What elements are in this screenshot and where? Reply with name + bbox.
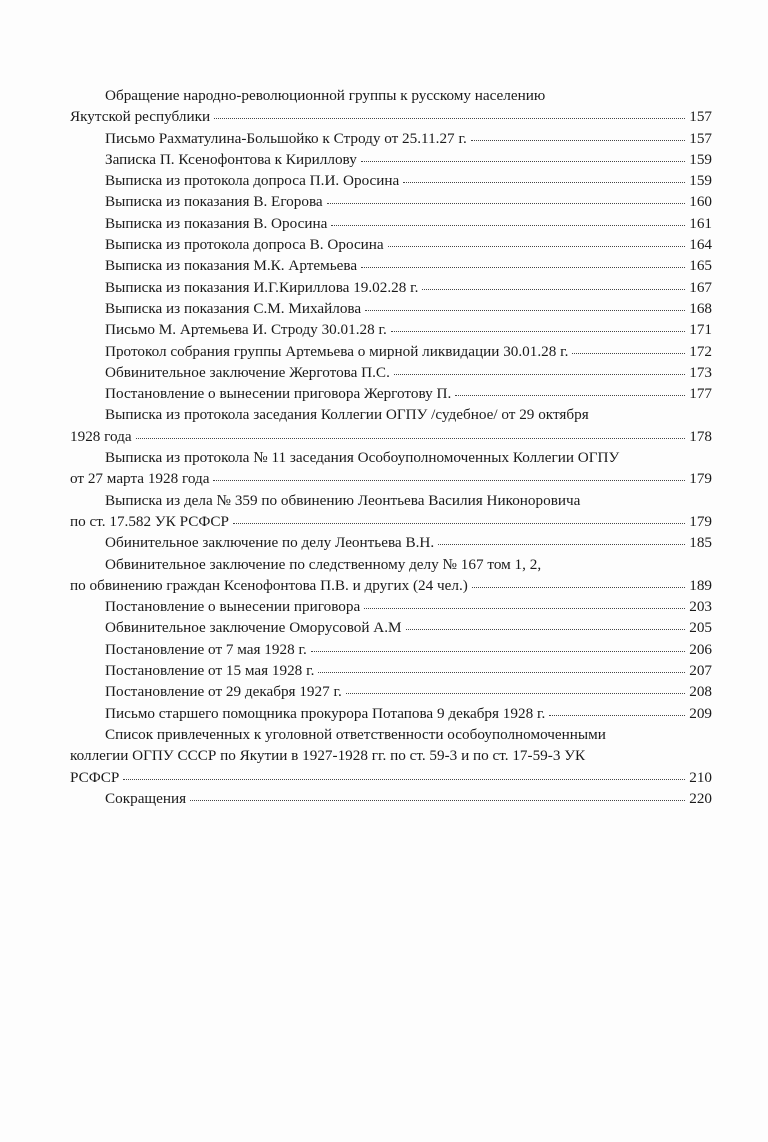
toc-entry-title: Обинительное заключение по делу Леонтьева В.Н.	[105, 534, 435, 552]
dot-leader	[422, 289, 685, 290]
toc-page-number: 165	[689, 257, 712, 275]
toc-entry-title: Письмо М. Артемьева И. Строду 30.01.28 г.	[105, 321, 387, 339]
toc-entry-title: Сокращения	[105, 789, 187, 807]
dot-leader	[213, 480, 685, 481]
toc-line	[70, 724, 712, 745]
toc-entry	[70, 319, 712, 340]
toc-entry	[70, 255, 712, 276]
toc-line	[70, 745, 712, 766]
dot-leader	[327, 203, 686, 204]
toc-entry-title: Обращение народно-революционной группы к русскому населению	[105, 87, 546, 104]
toc-line	[70, 681, 712, 702]
toc-entry-title: Выписка из протокола заседания Коллегии ОГПУ /судебное/ от 29 октября	[105, 406, 589, 424]
toc-page-number: 220	[689, 789, 712, 807]
toc-page-number: 172	[689, 342, 712, 360]
toc-line	[70, 383, 712, 404]
toc-page-number: 205	[689, 619, 712, 637]
toc-entry-title: коллегии ОГПУ СССР по Якутии в 1927-1928 гг. по ст. 59-3 и по ст. 17-59-3 УК	[70, 747, 586, 765]
toc-entry-title: Письмо Рахматулина-Большойко к Строду от 25.11.27 г.	[105, 129, 467, 147]
dot-leader	[438, 544, 685, 545]
toc-line	[70, 341, 712, 362]
dot-leader	[190, 800, 685, 801]
toc-entry-title: Список привлеченных к уголовной ответственности особоуполномоченными	[105, 725, 606, 743]
toc-entry	[70, 404, 712, 447]
toc-line	[70, 298, 712, 319]
toc-line	[70, 277, 712, 298]
toc-entry	[70, 660, 712, 681]
toc-page-number: 173	[689, 363, 712, 381]
toc-line	[70, 255, 712, 276]
toc-entry	[70, 191, 712, 212]
toc-entry-title: 1928 года	[70, 427, 132, 445]
toc-page-number: 159	[689, 150, 712, 168]
toc-entry-title: РСФСР	[70, 768, 120, 786]
toc-entry	[70, 85, 712, 128]
toc-page-number: 185	[689, 534, 712, 552]
toc-line	[70, 404, 712, 425]
dot-leader	[549, 715, 685, 716]
toc-page-number: 161	[689, 214, 712, 232]
toc-entry	[70, 490, 712, 533]
toc-entry-title: по ст. 17.582 УК РСФСР	[70, 512, 229, 530]
toc-entry-title: Выписка из показания С.М. Михайлова	[105, 299, 362, 317]
toc-line	[70, 106, 712, 127]
dot-leader	[365, 310, 685, 311]
dot-leader	[391, 331, 685, 332]
toc-entry	[70, 170, 712, 191]
toc-entry	[70, 639, 712, 660]
toc-page-number: 209	[689, 704, 712, 722]
dot-leader	[214, 118, 685, 119]
dot-leader	[406, 629, 686, 630]
dot-leader	[472, 587, 685, 588]
dot-leader	[346, 693, 685, 694]
dot-leader	[394, 374, 685, 375]
toc-line	[70, 447, 712, 468]
toc-entry	[70, 617, 712, 638]
dot-leader	[388, 246, 686, 247]
toc-page-number: 164	[689, 236, 712, 254]
dot-leader	[318, 672, 685, 673]
toc-entry-title: от 27 марта 1928 года	[70, 470, 210, 488]
toc-line	[70, 234, 712, 255]
toc-entry-title: Обвинительное заключение по следственному делу № 167 том 1, 2,	[105, 555, 542, 573]
toc-line	[70, 660, 712, 681]
toc-line	[70, 554, 712, 575]
toc-entry-title: Якутской республики	[70, 108, 211, 126]
toc-line	[70, 617, 712, 638]
toc-line	[70, 490, 712, 511]
toc-entry-title: Постановление от 29 декабря 1927 г.	[105, 683, 342, 701]
table-of-contents	[70, 85, 712, 809]
toc-page-number: 208	[689, 683, 712, 701]
toc-entry	[70, 234, 712, 255]
toc-line	[70, 170, 712, 191]
toc-line	[70, 575, 712, 596]
toc-entry	[70, 703, 712, 724]
toc-entry	[70, 788, 712, 809]
dot-leader	[471, 140, 685, 141]
toc-line	[70, 213, 712, 234]
dot-leader	[123, 779, 685, 780]
toc-line	[70, 149, 712, 170]
toc-entry	[70, 532, 712, 553]
toc-line	[70, 362, 712, 383]
toc-page-number: 207	[689, 662, 712, 680]
toc-page-number: 171	[689, 321, 712, 339]
toc-entry-title: Выписка из показания И.Г.Кириллова 19.02.28 г.	[105, 278, 419, 296]
toc-line	[70, 191, 712, 212]
toc-entry-title: Обвинительное заключение Оморусовой А.М	[105, 619, 402, 637]
toc-line	[70, 596, 712, 617]
toc-entry-title: Обвинительное заключение Жерготова П.С.	[105, 363, 390, 381]
toc-line	[70, 468, 712, 489]
dot-leader	[331, 225, 685, 226]
toc-entry-title: по обвинению граждан Ксенофонтова П.В. и других (24 чел.)	[70, 576, 468, 594]
dot-leader	[136, 438, 686, 439]
toc-page-number: 177	[689, 385, 712, 403]
toc-entry	[70, 277, 712, 298]
toc-entry	[70, 681, 712, 702]
toc-entry	[70, 362, 712, 383]
toc-entry-title: Выписка из протокола допроса В. Оросина	[105, 236, 384, 254]
toc-line	[70, 639, 712, 660]
toc-entry-title: Записка П. Ксенофонтова к Кириллову	[105, 150, 357, 168]
toc-entry-title: Письмо старшего помощника прокурора Потапова 9 декабря 1928 г.	[105, 704, 546, 722]
toc-page-number: 157	[689, 129, 712, 147]
toc-page-number: 179	[689, 470, 712, 488]
toc-page-number: 168	[689, 299, 712, 317]
toc-line	[70, 426, 712, 447]
toc-page-number: 210	[689, 768, 712, 786]
dot-leader	[403, 182, 685, 183]
dot-leader	[361, 161, 685, 162]
toc-line	[70, 532, 712, 553]
toc-entry-title: Постановление о вынесении приговора	[105, 598, 361, 616]
dot-leader	[572, 353, 685, 354]
toc-entry-title: Выписка из показания В. Оросина	[105, 214, 328, 232]
toc-line	[70, 319, 712, 340]
dot-leader	[361, 267, 685, 268]
toc-page-number: 160	[689, 193, 712, 211]
toc-line	[70, 703, 712, 724]
toc-entry-title: Постановление о вынесении приговора Жерготову П.	[105, 385, 452, 403]
toc-page-number: 206	[689, 640, 712, 658]
toc-page-number: 167	[689, 278, 712, 296]
toc-entry	[70, 447, 712, 490]
toc-entry	[70, 596, 712, 617]
toc-entry	[70, 213, 712, 234]
toc-page-number: 179	[689, 512, 712, 530]
toc-entry-title: Постановление от 7 мая 1928 г.	[105, 640, 307, 658]
toc-entry	[70, 341, 712, 362]
toc-entry	[70, 383, 712, 404]
toc-entry-title: Выписка из протокола № 11 заседания Особоуполномоченных Коллегии ОГПУ	[105, 449, 620, 467]
toc-page-number: 189	[689, 576, 712, 594]
toc-entry	[70, 149, 712, 170]
dot-leader	[311, 651, 685, 652]
dot-leader	[233, 523, 685, 524]
toc-entry-title: Выписка из показания В. Егорова	[105, 193, 323, 211]
toc-line	[70, 128, 712, 149]
toc-entry	[70, 128, 712, 149]
toc-entry-title: Постановление от 15 мая 1928 г.	[105, 662, 315, 680]
toc-line	[70, 511, 712, 532]
toc-entry	[70, 724, 712, 788]
toc-entry-title: Выписка из показания М.К. Артемьева	[105, 257, 358, 275]
toc-entry	[70, 298, 712, 319]
toc-page-number: 203	[689, 598, 712, 616]
toc-page-number: 159	[689, 172, 712, 190]
toc-line	[70, 788, 712, 809]
toc-line	[70, 767, 712, 788]
dot-leader	[455, 395, 685, 396]
toc-entry-title: Выписка из дела № 359 по обвинению Леонтьева Василия Никоноровича	[105, 491, 581, 509]
toc-entry	[70, 554, 712, 597]
toc-entry-title: Выписка из протокола допроса П.И. Оросина	[105, 172, 400, 190]
toc-line	[70, 85, 712, 106]
toc-page-number: 178	[689, 427, 712, 445]
toc-page-number: 157	[689, 108, 712, 126]
dot-leader	[364, 608, 685, 609]
toc-entry-title: Протокол собрания группы Артемьева о мирной ликвидации 30.01.28 г.	[105, 342, 569, 360]
